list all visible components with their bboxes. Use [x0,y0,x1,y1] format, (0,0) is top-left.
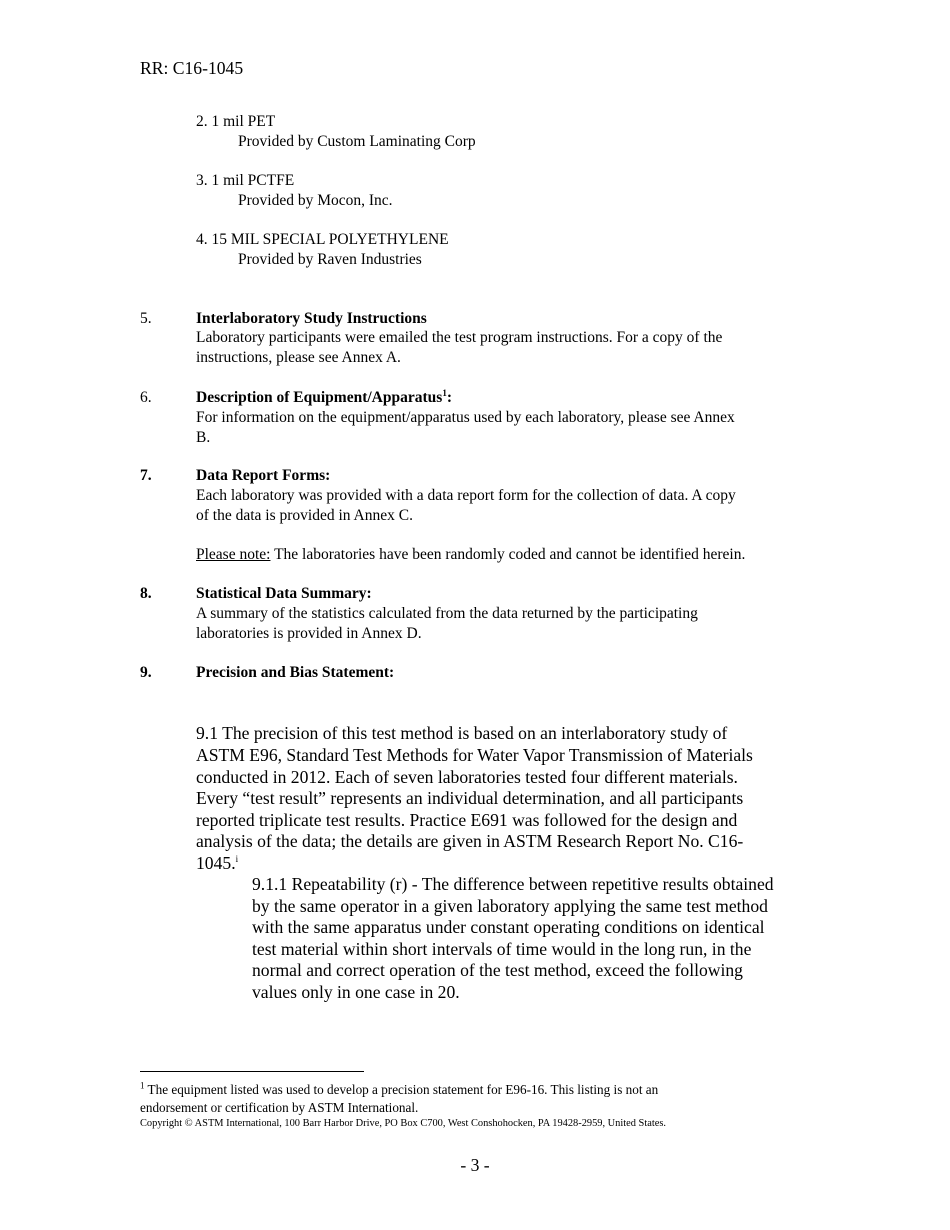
section-5-line-1: Laboratory participants were emailed the test program instructions. For a copy of the [196,329,723,346]
precision-9-1-line-2: ASTM E96, Standard Test Methods for Water Vapor Transmission of Materials [196,745,753,765]
section-6-line-1: For information on the equipment/apparatus used by each laboratory, please see Annex [196,409,735,426]
copyright-line: Copyright © ASTM International, 100 Barr Harbor Drive, PO Box C700, West Conshohocken, PA 19428-2959, United States. [140,1118,666,1129]
footnote-ref: 1 [442,387,447,398]
material-title-pet: 2. 1 mil PET [196,113,276,130]
section-6-line-2: B. [196,429,211,446]
section-5-number: 5. [140,310,152,327]
precision-9-1-line-4: Every “test result” represents an individual determination, and all participants [196,788,744,808]
footnote-rule [140,1071,364,1072]
note-label: Please note: [196,546,271,563]
repeatability-line-4: test material within short intervals of time would in the long run, in the [252,939,752,959]
section-7-line-1: Each laboratory was provided with a data report form for the collection of data. A copy [196,487,736,504]
precision-9-1-line-5: reported triplicate test results. Practice E691 was followed for the design and [196,810,738,830]
section-5-line-2: instructions, please see Annex A. [196,349,401,366]
precision-9-1-line-1: 9.1 The precision of this test method is based on an interlaboratory study of [196,723,728,743]
material-title-pctfe: 3. 1 mil PCTFE [196,172,295,189]
section-6-heading-colon: : [446,389,452,406]
section-5-heading: Interlaboratory Study Instructions [196,310,427,327]
section-9-heading: Precision and Bias Statement: [196,664,395,681]
footnote-line-2: endorsement or certification by ASTM International. [140,1100,419,1115]
precision-9-1-last: 1045. [196,853,236,873]
page-number: - 3 - [460,1155,490,1175]
section-9-number: 9. [140,664,152,681]
precision-9-1-line-6: analysis of the data; the details are given in ASTM Research Report No. C16- [196,831,744,851]
section-7-heading: Data Report Forms: [196,467,331,484]
endnote-ref: i [235,854,239,865]
precision-9-1-line-7 [196,853,238,875]
material-provider-pet: Provided by Custom Laminating Corp [238,133,476,150]
section-7-note [196,545,745,565]
footnote-marker: 1 [140,1080,145,1091]
section-8-line-2: laboratories is provided in Annex D. [196,625,422,642]
section-6-heading-text: Description of Equipment/Apparatus [196,389,443,406]
repeatability-line-1: 9.1.1 Repeatability (r) - The difference between repetitive results obtained [252,874,774,894]
material-title-polyethylene: 4. 15 MIL SPECIAL POLYETHYLENE [196,231,449,248]
section-8-line-1: A summary of the statistics calculated from the data returned by the participating [196,605,698,622]
section-7-number: 7. [140,467,152,484]
section-6-heading [196,388,452,408]
note-text: The laboratories have been randomly coded and cannot be identified herein. [270,546,746,563]
section-7-line-2: of the data is provided in Annex C. [196,507,413,524]
section-6-number: 6. [140,389,152,406]
report-id: RR: C16-1045 [140,58,244,78]
repeatability-line-5: normal and correct operation of the test method, exceed the following [252,960,743,980]
repeatability-line-6: values only in one case in 20. [252,982,460,1002]
section-8-number: 8. [140,585,152,602]
footnote-text-1: The equipment listed was used to develop a precision statement for E96-16. This listing is not an [144,1082,659,1097]
footnote-line-1 [140,1081,658,1098]
material-provider-polyethylene: Provided by Raven Industries [238,251,422,268]
repeatability-line-2: by the same operator in a given laboratory applying the same test method [252,896,768,916]
repeatability-line-3: with the same apparatus under constant operating conditions on identical [252,917,765,937]
section-8-heading: Statistical Data Summary: [196,585,372,602]
precision-9-1-line-3: conducted in 2012. Each of seven laboratories tested four different materials. [196,767,738,787]
material-provider-pctfe: Provided by Mocon, Inc. [238,192,393,209]
